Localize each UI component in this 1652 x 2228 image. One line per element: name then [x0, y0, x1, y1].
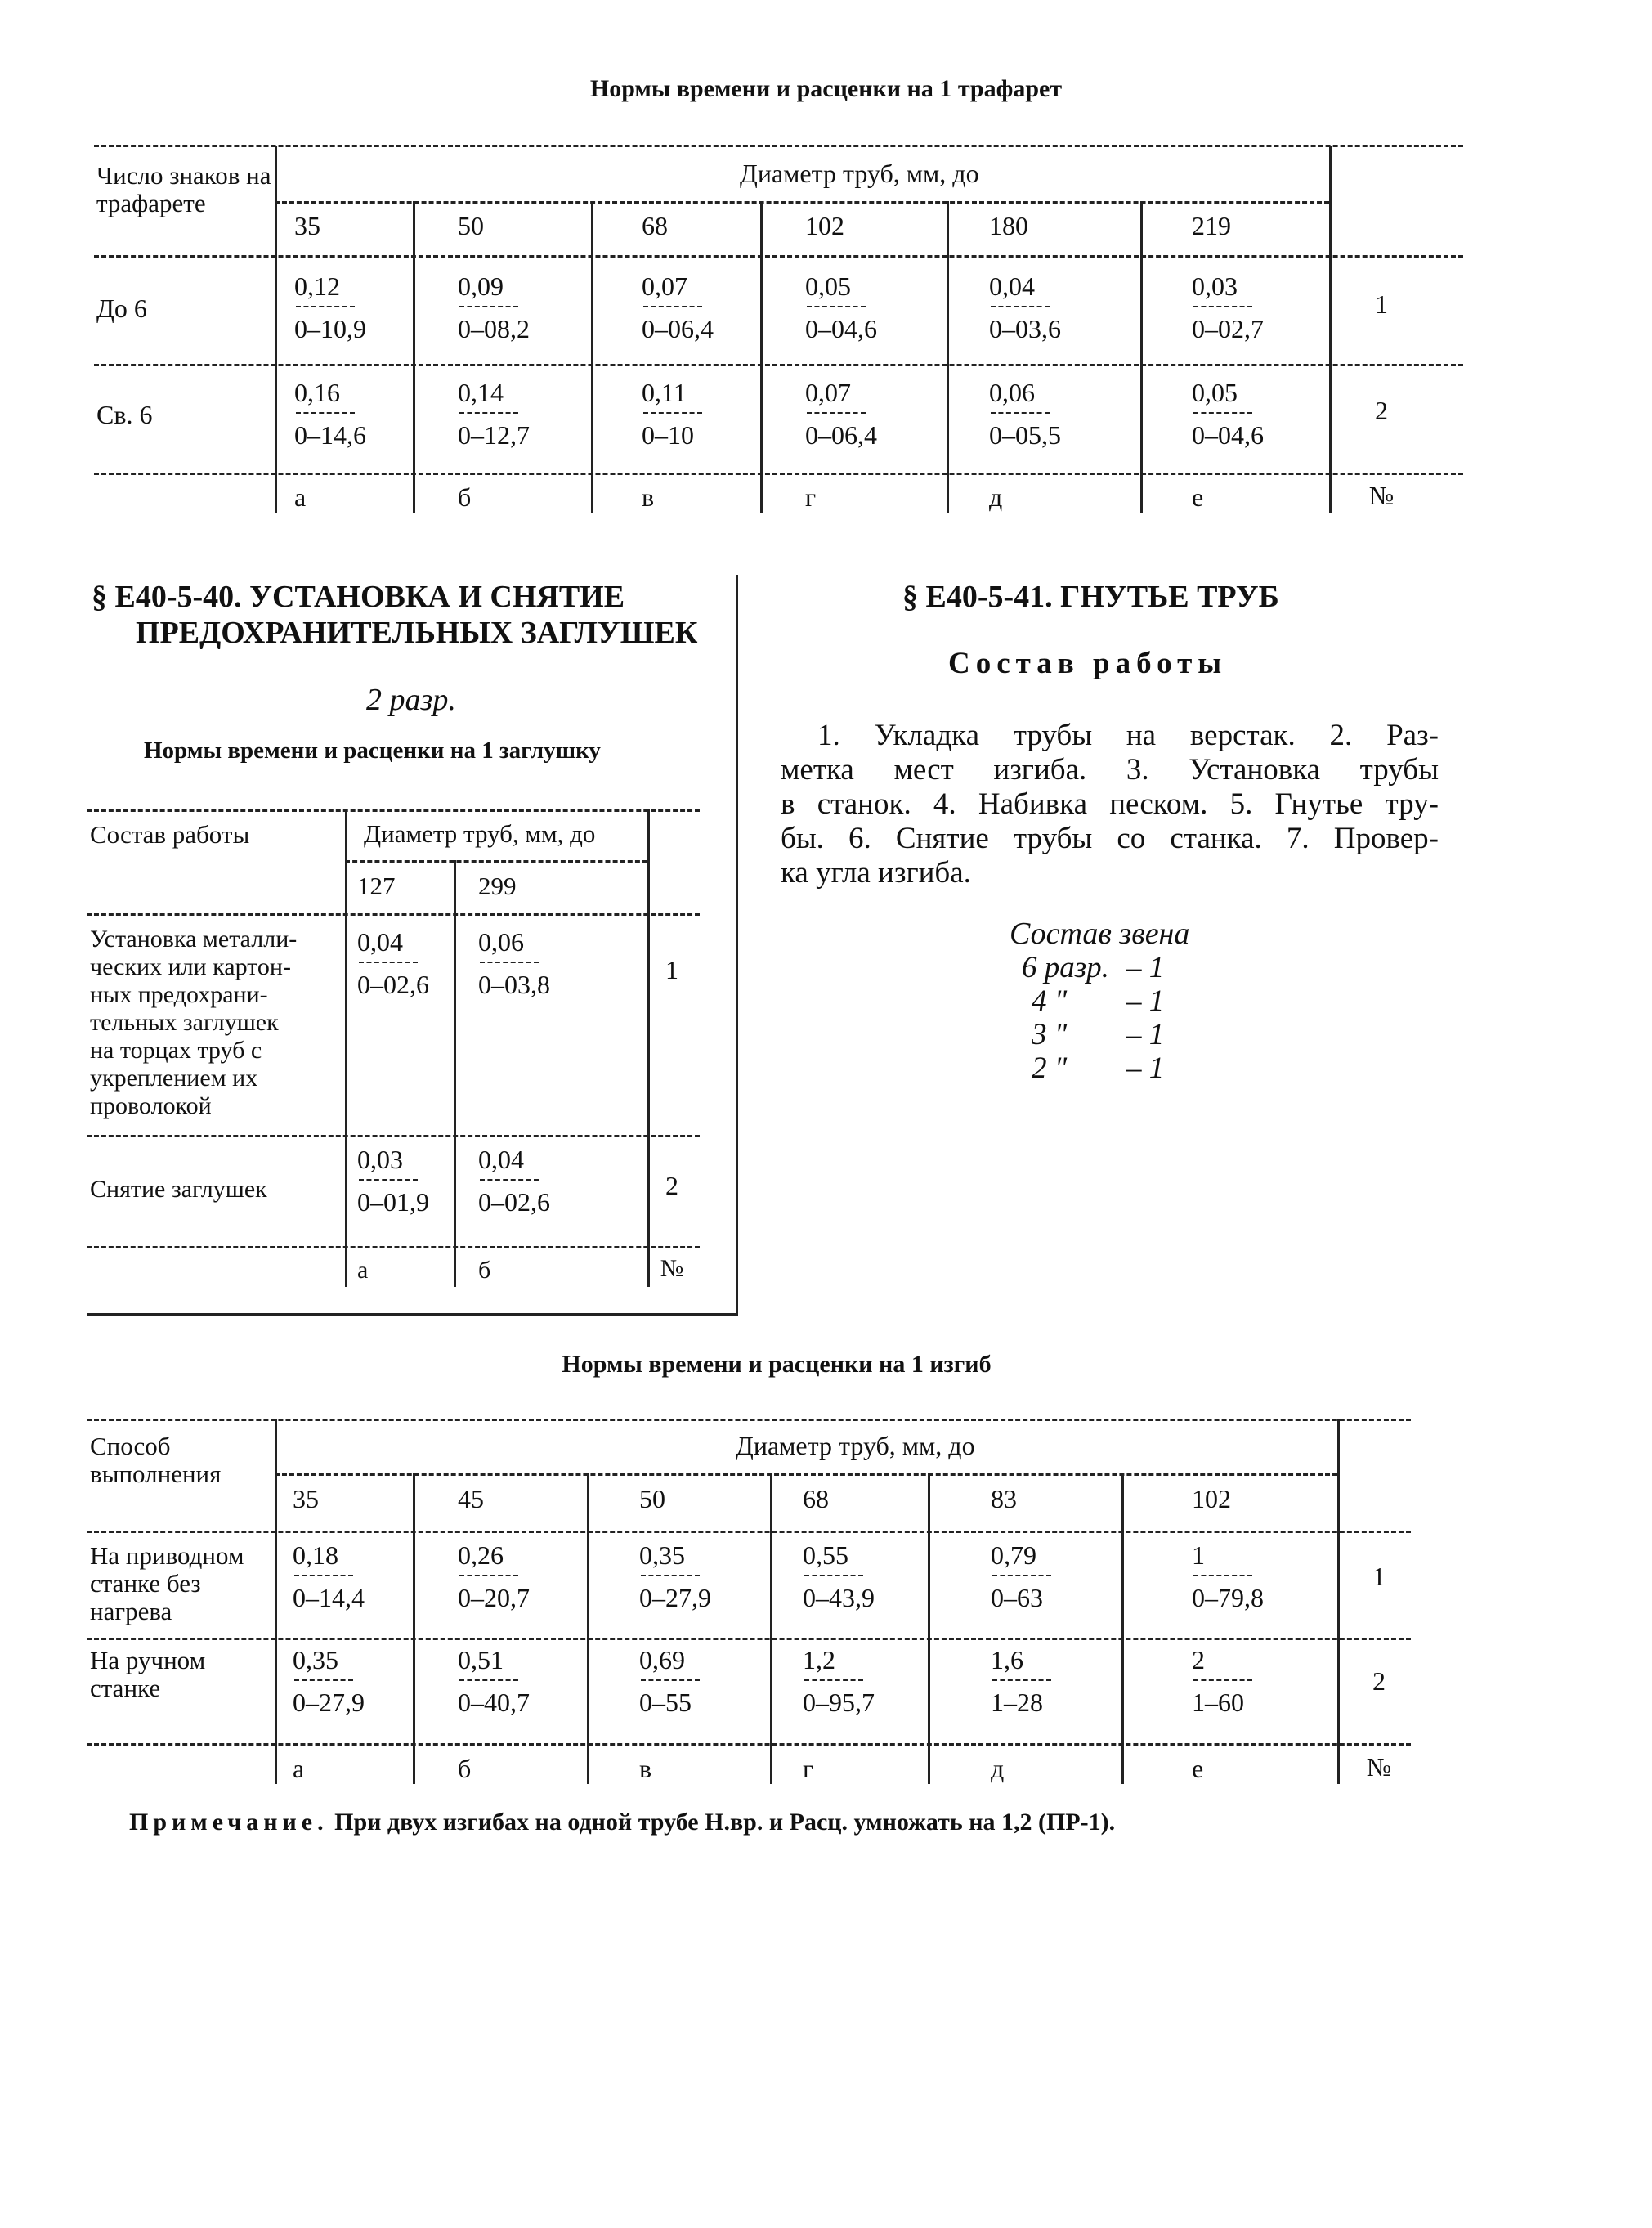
diameter-header-2: 68 [642, 211, 668, 240]
column-letter-3: г [803, 1754, 814, 1783]
column-letter-3: г [805, 482, 817, 512]
column-separator [770, 1473, 772, 1784]
fraction-bar [359, 962, 418, 963]
work-line: ка угла изгиба. [781, 856, 971, 890]
section41-crew-heading: Состав звена [1010, 917, 1190, 951]
fraction-bar [804, 1575, 863, 1576]
column-separator [413, 201, 415, 513]
row-number: 2 [1372, 1666, 1386, 1696]
table3-caption: Нормы времени и расценки на 1 изгиб [562, 1351, 992, 1378]
diameter-header-2: 50 [639, 1484, 665, 1513]
table2-subheader-rule [345, 860, 647, 863]
table1-top-rule [94, 145, 1463, 147]
table-cell-1-1 [478, 1143, 550, 1218]
row-label-line: тельных заглушек [90, 1009, 279, 1036]
table1-row-header: Число знаков на трафарете [96, 161, 271, 217]
table-cell-1-5 [1192, 1643, 1252, 1719]
column-separator [647, 809, 650, 1287]
section40-title-line1: § Е40-5-40. УСТАНОВКА И СНЯТИЕ [92, 580, 625, 614]
number-column-label: № [1368, 481, 1395, 510]
row-label-line: Установка металли- [90, 926, 298, 953]
rate: 0–01,9 [357, 1187, 429, 1217]
fraction-bar [459, 1575, 518, 1576]
table1-bottom-rule [94, 473, 1463, 475]
fraction-bar [991, 306, 1050, 307]
column-separator [760, 201, 763, 513]
time-norm: 1,2 [803, 1645, 835, 1674]
fraction-bar [641, 1679, 700, 1681]
table-cell-0-0 [294, 270, 366, 345]
table-cell-0-0 [357, 926, 429, 1001]
table1-header-bottom-rule [94, 255, 1463, 258]
time-norm: 0,04 [989, 271, 1035, 301]
time-norm: 0,07 [805, 378, 851, 407]
note [129, 1809, 1115, 1836]
column-separator [587, 1473, 589, 1784]
number-column-label: № [1366, 1752, 1392, 1782]
table-cell-0-2 [639, 1539, 711, 1614]
table-cell-1-1 [458, 376, 530, 451]
diameter-header-4: 180 [989, 211, 1028, 240]
fraction-bar [641, 1575, 700, 1576]
fraction-bar [807, 412, 866, 414]
rate: 0–14,6 [294, 420, 366, 450]
diameter-header-1: 50 [458, 211, 484, 240]
column-separator [454, 860, 456, 1287]
table-cell-0-1 [478, 926, 550, 1001]
rate: 0–12,7 [458, 420, 530, 450]
table2-group-header: Диаметр труб, мм, до [364, 819, 596, 848]
row-number: 2 [1375, 396, 1388, 425]
table-cell-1-4 [989, 376, 1061, 451]
number-column-label: № [660, 1255, 684, 1282]
table2-top-rule [87, 809, 700, 812]
column-separator [1140, 201, 1143, 513]
rate: 0–02,7 [1192, 314, 1264, 343]
time-norm: 0,26 [458, 1540, 504, 1570]
fraction-bar [1193, 306, 1252, 307]
rate: 0–40,7 [458, 1688, 530, 1717]
rate: 0–04,6 [805, 314, 877, 343]
diameter-header-5: 219 [1192, 211, 1231, 240]
rate: 0–05,5 [989, 420, 1061, 450]
row-label-line: ных предохрани- [90, 981, 268, 1008]
time-norm: 0,04 [478, 1145, 524, 1174]
fraction-bar [804, 1679, 863, 1681]
row-label-line: станке [90, 1674, 161, 1702]
crew-count: – 1 [1126, 951, 1165, 984]
crew-count: – 1 [1126, 1018, 1165, 1051]
row-label-line: проволокой [90, 1092, 212, 1119]
time-norm: 0,51 [458, 1645, 504, 1674]
rate: 0–03,6 [989, 314, 1061, 343]
time-norm: 0,03 [357, 1145, 403, 1174]
row-label-line: станке без [90, 1569, 201, 1598]
fraction-bar [480, 1179, 539, 1181]
rate: 0–06,4 [805, 420, 877, 450]
fraction-bar [296, 306, 355, 307]
diameter-header-5: 102 [1192, 1484, 1231, 1513]
row-label-line: Снятие заглушек [90, 1176, 267, 1203]
time-norm: 0,79 [991, 1540, 1036, 1570]
rate: 0–10,9 [294, 314, 366, 343]
time-norm: 0,04 [357, 927, 403, 957]
table3-top-rule [87, 1419, 1411, 1421]
fraction-bar [807, 306, 866, 307]
column-letter-4: д [989, 482, 1003, 512]
column-separator [1329, 146, 1332, 513]
diameter-header-1: 45 [458, 1484, 484, 1513]
column-separator [345, 809, 347, 1287]
row-number: 1 [1372, 1562, 1386, 1591]
section40-frame-right [736, 575, 738, 1315]
fraction-bar [992, 1679, 1051, 1681]
column-letter-5: е [1192, 482, 1204, 512]
rate: 0–43,9 [803, 1583, 875, 1612]
time-norm: 0,18 [293, 1540, 338, 1570]
table-cell-0-5 [1192, 1539, 1264, 1614]
work-line: 1. Укладка трубы на верстак. 2. Раз- [817, 719, 1439, 752]
column-separator [275, 1419, 277, 1784]
rate: 0–27,9 [293, 1688, 365, 1717]
rate: 1–60 [1192, 1688, 1244, 1717]
column-letter-0: а [294, 482, 307, 512]
note-text: При двух изгибах на одной трубе Н.вр. и Расц. умножать на 1,2 (ПР-1). [334, 1809, 1116, 1836]
section41-work-heading: Состав работы [948, 647, 1228, 680]
diameter-header-4: 83 [991, 1484, 1017, 1513]
time-norm: 0,09 [458, 271, 504, 301]
row-label-line: На ручном [90, 1646, 206, 1674]
table-cell-1-3 [803, 1643, 875, 1719]
crew-grade: 6 разр. [1022, 951, 1109, 984]
time-norm: 1 [1192, 1540, 1205, 1570]
table2-bottom-rule [87, 1246, 700, 1248]
column-letter-1: б [458, 482, 472, 512]
fraction-bar [991, 412, 1050, 414]
table-cell-0-2 [642, 270, 714, 345]
rate: 0–03,8 [478, 970, 550, 999]
table2-header-bottom-rule [87, 913, 700, 916]
table3-bottom-rule [87, 1743, 1411, 1746]
time-norm: 0,16 [294, 378, 340, 407]
time-norm: 0,06 [478, 927, 524, 957]
row-label-line: на торцах труб с [90, 1037, 262, 1064]
fraction-bar [294, 1575, 353, 1576]
fraction-bar [643, 412, 702, 414]
fraction-bar [1193, 1575, 1252, 1576]
rate: 0–02,6 [478, 1187, 550, 1217]
column-separator [591, 201, 593, 513]
column-separator [413, 1473, 415, 1784]
table-cell-0-3 [803, 1539, 875, 1614]
crew-grade: 4 " [1032, 984, 1068, 1018]
work-line: бы. 6. Снятие трубы со станка. 7. Провер- [781, 822, 1439, 855]
row-number: 1 [1375, 289, 1388, 319]
fraction-bar [1193, 1679, 1252, 1681]
time-norm: 0,69 [639, 1645, 685, 1674]
diameter-header-0: 35 [294, 211, 320, 240]
column-letter-1: б [478, 1257, 491, 1284]
table-cell-1-3 [805, 376, 877, 451]
diameter-header-0: 35 [293, 1484, 319, 1513]
time-norm: 1,6 [991, 1645, 1023, 1674]
table-cell-0-3 [805, 270, 877, 345]
rate: 0–79,8 [1192, 1583, 1264, 1612]
row-divider [94, 364, 1463, 366]
crew-grade: 3 " [1032, 1018, 1068, 1051]
table1-caption: Нормы времени и расценки на 1 трафарет [589, 75, 1063, 102]
table-cell-1-2 [639, 1643, 700, 1719]
time-norm: 0,14 [458, 378, 504, 407]
rate: 0–02,6 [357, 970, 429, 999]
rate: 0–63 [991, 1583, 1043, 1612]
fraction-bar [459, 1679, 518, 1681]
rate: 0–06,4 [642, 314, 714, 343]
table-cell-1-0 [293, 1643, 365, 1719]
table-cell-0-5 [1192, 270, 1264, 345]
column-separator [1121, 1473, 1124, 1784]
fraction-bar [459, 306, 518, 307]
rate: 0–20,7 [458, 1583, 530, 1612]
time-norm: 2 [1192, 1645, 1205, 1674]
column-separator [275, 146, 277, 513]
rate: 0–08,2 [458, 314, 530, 343]
time-norm: 0,03 [1192, 271, 1238, 301]
time-norm: 0,05 [805, 271, 851, 301]
row-label: До 6 [96, 294, 147, 323]
table-cell-1-1 [458, 1643, 530, 1719]
fraction-bar [359, 1179, 418, 1181]
fraction-bar [459, 412, 518, 414]
row-label-line: укреплением их [90, 1065, 258, 1092]
table3-header-bottom-rule [87, 1531, 1411, 1533]
column-separator [928, 1473, 930, 1784]
table-cell-1-0 [294, 376, 366, 451]
row-divider [87, 1135, 700, 1137]
crew-count: – 1 [1126, 984, 1165, 1018]
table3-subheader-rule [275, 1473, 1337, 1476]
column-letter-0: а [357, 1257, 369, 1284]
time-norm: 0,12 [294, 271, 340, 301]
table1-group-header: Диаметр труб, мм, до [740, 159, 979, 188]
column-letter-4: д [991, 1754, 1005, 1783]
section40-title-line2: ПРЕДОХРАНИТЕЛЬНЫХ ЗАГЛУШЕК [136, 616, 698, 650]
fraction-bar [296, 412, 355, 414]
rate: 0–27,9 [639, 1583, 711, 1612]
table3-group-header: Диаметр труб, мм, до [736, 1431, 975, 1460]
rate: 0–10 [642, 420, 694, 450]
column-letter-2: в [639, 1754, 652, 1783]
table-cell-0-4 [989, 270, 1061, 345]
table-cell-1-4 [991, 1643, 1051, 1719]
work-line: в станок. 4. Набивка песком. 5. Гнутье тру- [781, 787, 1439, 821]
rate: 0–04,6 [1192, 420, 1264, 450]
row-label-line: На приводном [90, 1541, 244, 1570]
row-number: 1 [665, 955, 678, 984]
section40-caption: Нормы времени и расценки на 1 заглушку [144, 737, 601, 764]
note-label: Примечание. [129, 1809, 329, 1836]
work-line: метка мест изгиба. 3. Установка трубы [781, 753, 1439, 787]
row-label: Св. 6 [96, 400, 153, 429]
time-norm: 0,06 [989, 378, 1035, 407]
row-header-line: выполнения [90, 1459, 222, 1488]
time-norm: 0,35 [639, 1540, 685, 1570]
time-norm: 0,07 [642, 271, 687, 301]
time-norm: 0,35 [293, 1645, 338, 1674]
section40-frame-bottom [87, 1313, 738, 1316]
table-cell-0-0 [293, 1539, 365, 1614]
fraction-bar [294, 1679, 353, 1681]
row-label-line: нагрева [90, 1597, 172, 1625]
table-cell-0-1 [458, 1539, 530, 1614]
row-header-line: Способ [90, 1432, 171, 1460]
section41-title: § Е40-5-41. ГНУТЬЕ ТРУБ [902, 580, 1279, 614]
rate: 0–95,7 [803, 1688, 875, 1717]
table-cell-1-5 [1192, 376, 1264, 451]
diameter-header-1: 299 [478, 872, 517, 900]
fraction-bar [480, 962, 539, 963]
fraction-bar [1193, 412, 1252, 414]
table-cell-1-0 [357, 1143, 429, 1218]
time-norm: 0,11 [642, 378, 687, 407]
diameter-header-3: 102 [805, 211, 844, 240]
fraction-bar [992, 1575, 1051, 1576]
column-separator [1337, 1419, 1340, 1784]
row-divider [87, 1638, 1411, 1640]
column-separator [947, 201, 949, 513]
rate: 1–28 [991, 1688, 1043, 1717]
diameter-header-0: 127 [357, 872, 396, 900]
diameter-header-3: 68 [803, 1484, 829, 1513]
time-norm: 0,05 [1192, 378, 1238, 407]
crew-grade: 2 " [1032, 1051, 1068, 1085]
fraction-bar [643, 306, 702, 307]
time-norm: 0,55 [803, 1540, 848, 1570]
column-letter-0: а [293, 1754, 305, 1783]
table2-row-header: Состав работы [90, 820, 250, 849]
rate: 0–14,4 [293, 1583, 365, 1612]
table1-subheader-rule [275, 201, 1329, 204]
column-letter-1: б [458, 1754, 472, 1783]
row-label-line: ческих или картон- [90, 953, 291, 980]
crew-count: – 1 [1126, 1051, 1165, 1085]
rate: 0–55 [639, 1688, 692, 1717]
column-letter-5: е [1192, 1754, 1204, 1783]
section40-grade: 2 разр. [366, 683, 456, 717]
table-cell-0-4 [991, 1539, 1051, 1614]
table-cell-1-2 [642, 376, 702, 451]
row-number: 2 [665, 1171, 678, 1200]
table-cell-0-1 [458, 270, 530, 345]
column-letter-2: в [642, 482, 655, 512]
